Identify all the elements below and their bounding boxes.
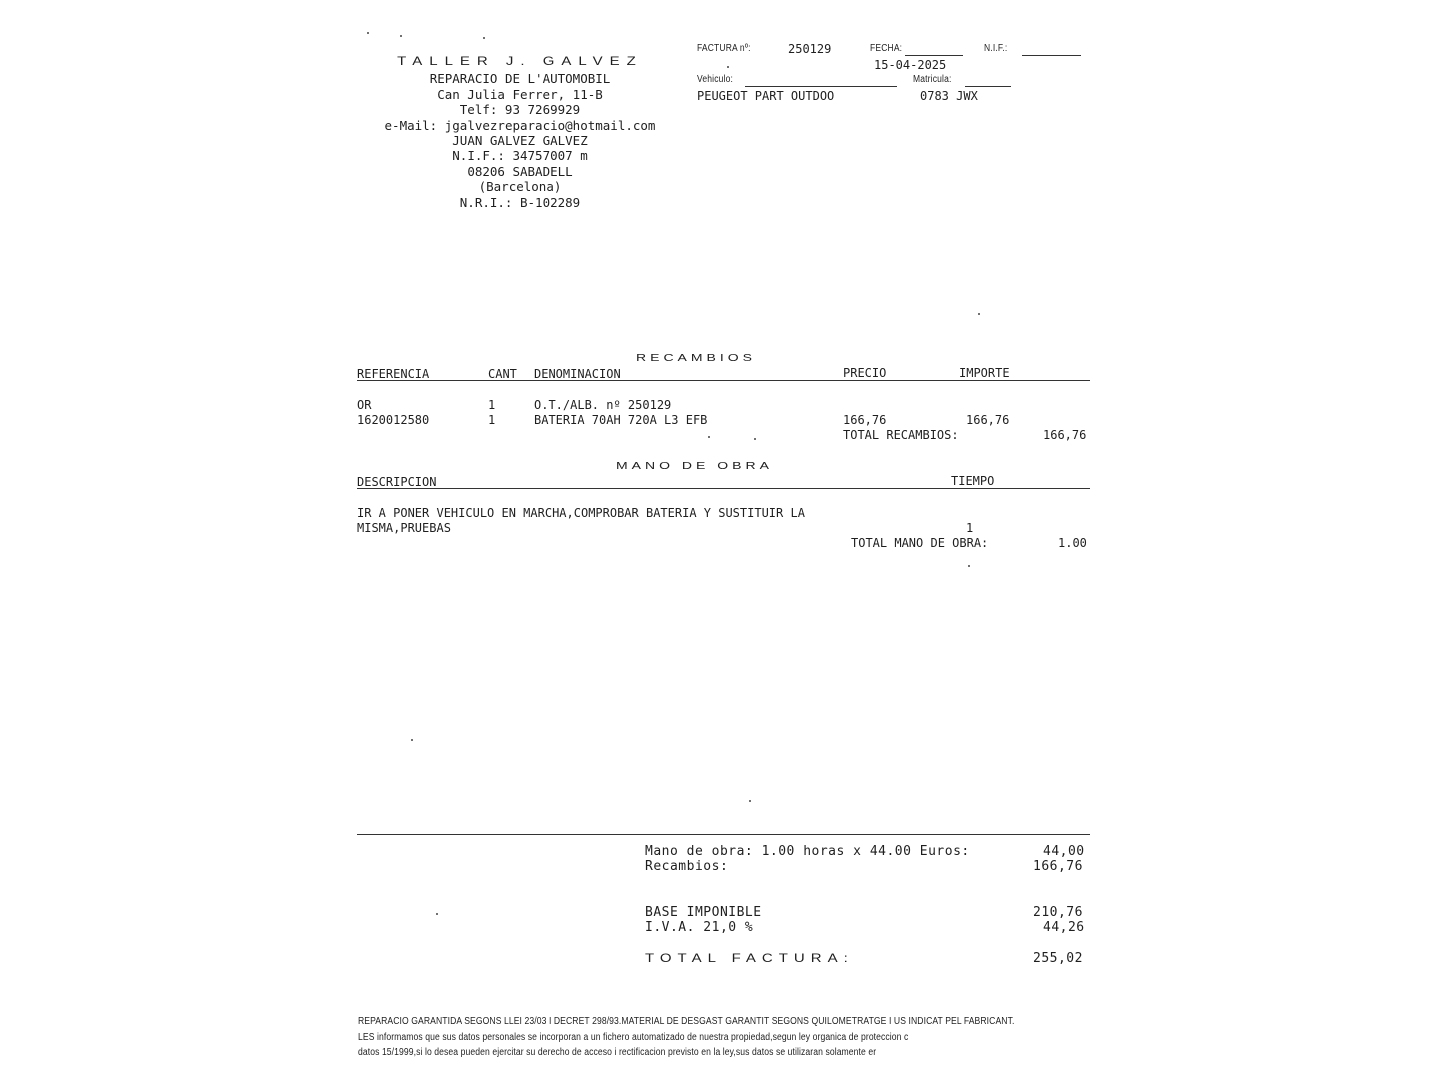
scan-speck <box>400 35 402 37</box>
company-line: JUAN GALVEZ GALVEZ <box>452 133 588 149</box>
matricula-label: Matricula: <box>913 74 952 85</box>
nif-line <box>1022 55 1081 56</box>
total-mano-obra-label: TOTAL MANO DE OBRA: <box>851 536 989 550</box>
summary-mano-obra-value: 44,00 <box>1043 844 1085 859</box>
col-tiempo: TIEMPO <box>951 474 995 488</box>
scan-speck <box>727 66 729 68</box>
fecha-value: 15-04-2025 <box>874 58 947 72</box>
summary-mano-obra-label: Mano de obra: 1.00 horas x 44.00 Euros: <box>645 844 970 859</box>
row-denominacion: O.T./ALB. nº 250129 <box>534 398 672 412</box>
fecha-line <box>905 55 963 56</box>
company-line: (Barcelona) <box>478 179 562 195</box>
factura-label: FACTURA nº: <box>697 43 751 54</box>
col-precio: PRECIO <box>843 366 887 380</box>
total-recambios-label: TOTAL RECAMBIOS: <box>843 428 959 442</box>
footer-line: LES informamos que sus datos personales se incorporan a un fichero automatizado de nuestra propiedad,segun ley organica de proteccion c <box>358 1032 909 1043</box>
row-denominacion: BATERIA 70AH 720A L3 EFB <box>534 413 708 427</box>
scan-speck <box>978 313 980 315</box>
company-header <box>350 54 690 210</box>
mano-obra-title: MANO DE OBRA <box>616 459 773 471</box>
scan-speck <box>436 913 438 915</box>
company-line: Can Julia Ferrer, 11-B <box>437 86 603 102</box>
iva-label: I.V.A. 21,0 % <box>645 920 754 935</box>
company-line: N.R.I.: B-102289 <box>459 194 581 210</box>
col-referencia: REFERENCIA <box>357 367 430 381</box>
base-imponible-label: BASE IMPONIBLE <box>645 905 762 920</box>
scan-speck <box>749 800 751 802</box>
row-importe: 166,76 <box>966 413 1010 427</box>
col-importe: IMPORTE <box>959 366 1010 380</box>
vehiculo-value: PEUGEOT PART OUTDOO <box>697 89 835 103</box>
matricula-value: 0783 JWX <box>920 89 978 103</box>
scan-speck <box>754 438 756 440</box>
col-denominacion: DENOMINACION <box>534 367 621 381</box>
total-factura-label: TOTAL FACTURA: <box>645 951 854 966</box>
scan-speck <box>968 565 970 567</box>
total-mano-obra-value: 1.00 <box>1058 536 1087 550</box>
footer-line: datos 15/1999,si lo desea pueden ejercitar su derecho de acceso i rectificacion previsto en la ley,sus datos se utilizaran solamente er <box>358 1047 877 1058</box>
mano-obra-header-rule <box>357 488 1090 489</box>
nif-label: N.I.F.: <box>984 43 1008 54</box>
scan-speck <box>483 37 485 39</box>
mano-obra-description: IR A PONER VEHICULO EN MARCHA,COMPROBAR BATERIA Y SUSTITUIR LA <box>357 506 805 520</box>
row-precio: 166,76 <box>843 413 887 427</box>
factura-number: 250129 <box>788 42 832 56</box>
recambios-header-rule <box>357 380 1090 381</box>
footer-line: REPARACIO GARANTIDA SEGONS LLEI 23/03 I DECRET 298/93.MATERIAL DE DESGAST GARANTIT SEGONS QUILOMETRATGE I US INDICAT PEL FABRICANT. <box>358 1016 1015 1027</box>
mano-obra-tiempo: 1 <box>966 521 974 535</box>
fecha-label: FECHA: <box>870 43 903 54</box>
row-cant: 1 <box>488 413 496 427</box>
company-line: e-Mail: jgalvezreparacio@hotmail.com <box>384 117 656 133</box>
mano-obra-description: MISMA,PRUEBAS <box>357 521 451 535</box>
company-line: 08206 SABADELL <box>467 163 573 179</box>
matricula-line <box>965 86 1011 87</box>
summary-recambios-label: Recambios: <box>645 859 729 874</box>
col-descripcion: DESCRIPCION <box>357 475 437 489</box>
base-imponible-value: 210,76 <box>1033 905 1083 920</box>
scan-speck <box>708 436 710 438</box>
row-cant: 1 <box>488 398 496 412</box>
company-line: N.I.F.: 34757007 m <box>452 148 588 164</box>
row-referencia: 1620012580 <box>357 413 430 427</box>
vehiculo-label: Vehiculo: <box>697 74 734 85</box>
row-referencia: OR <box>357 398 372 412</box>
company-name: TALLER J. GALVEZ <box>397 54 643 69</box>
summary-recambios-value: 166,76 <box>1033 859 1083 874</box>
summary-rule <box>357 834 1090 835</box>
vehiculo-line <box>745 86 897 87</box>
scan-speck <box>411 739 413 741</box>
total-factura-value: 255,02 <box>1033 951 1083 966</box>
recambios-title: RECAMBIOS <box>636 351 757 363</box>
total-recambios-value: 166,76 <box>1043 428 1087 442</box>
col-cant: CANT <box>488 367 517 381</box>
company-line: Telf: 93 7269929 <box>459 102 581 118</box>
company-line: REPARACIO DE L'AUTOMOBIL <box>429 71 611 87</box>
iva-value: 44,26 <box>1043 920 1085 935</box>
scan-speck <box>367 32 369 34</box>
